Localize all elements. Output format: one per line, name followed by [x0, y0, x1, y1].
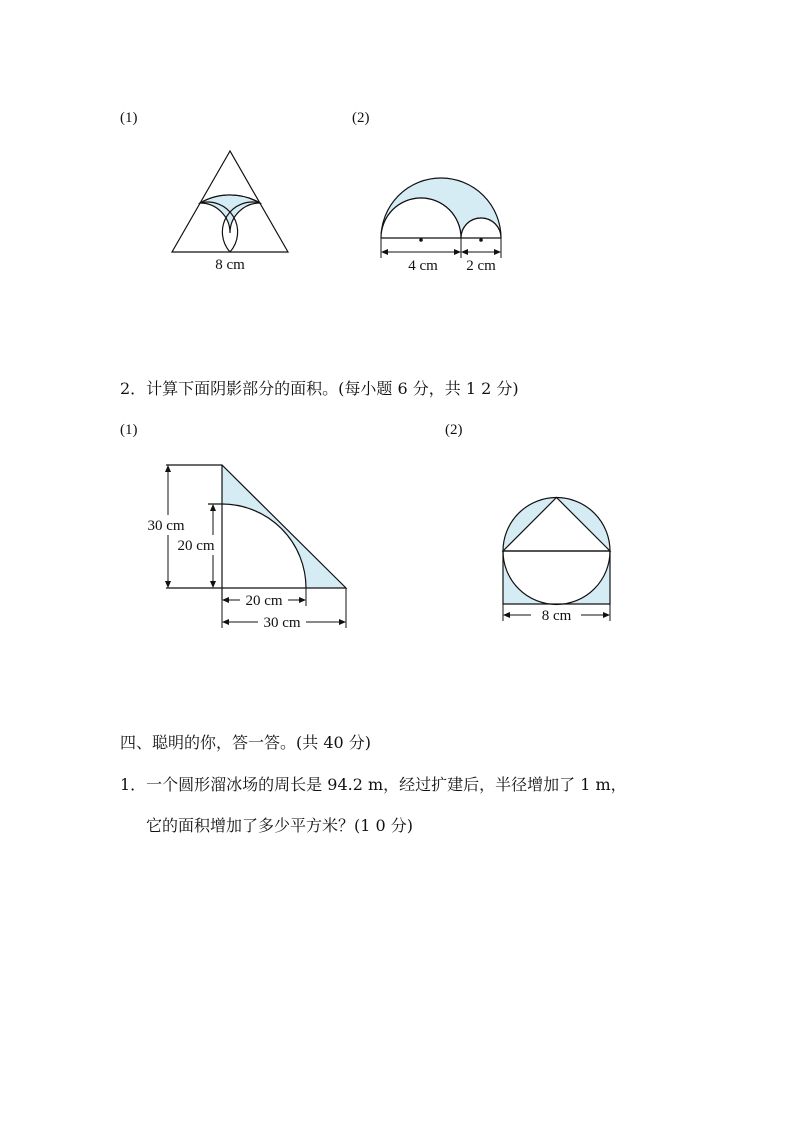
- label-8cm: 8 cm: [541, 608, 572, 624]
- center-dot-medium: [419, 238, 423, 242]
- q2-sub-label-1: (1): [120, 422, 138, 438]
- triangle-base-label: 8 cm: [215, 257, 245, 273]
- arrow-30cm-left: [222, 619, 229, 625]
- label-2cm: 2 cm: [466, 258, 496, 274]
- arrow-20cm-right: [299, 597, 306, 603]
- circle-square-figure: [503, 497, 610, 624]
- arrow-20cm-up: [210, 504, 216, 511]
- arrow-4cm-left: [381, 249, 388, 255]
- arrow-2cm-left: [461, 249, 468, 255]
- quarter-circle-figure: [147, 465, 346, 631]
- sub-label-1: (1): [120, 110, 138, 126]
- center-dot-small: [479, 238, 483, 242]
- arrow-20cm-down: [210, 581, 216, 588]
- label-20cm-vertical: 20 cm: [177, 538, 215, 554]
- arrow-4cm-right: [454, 249, 461, 255]
- arrow-20cm-left: [222, 597, 229, 603]
- arrow-8cm-left: [503, 612, 510, 618]
- arrow-30cm-up: [165, 465, 171, 472]
- label-4cm: 4 cm: [408, 258, 438, 274]
- arrow-2cm-right: [494, 249, 501, 255]
- triangle-shaded-region: [200, 195, 260, 233]
- question-2-text: 2．计算下面阴影部分的面积。(每小题 6 分，共 1 2 分): [120, 379, 519, 398]
- sub-label-2: (2): [352, 110, 370, 126]
- section-4-q1-line2: 它的面积增加了多少平方米？(1 0 分): [146, 816, 414, 835]
- label-30cm-horizontal: 30 cm: [263, 615, 301, 631]
- label-20cm-horizontal: 20 cm: [245, 593, 283, 609]
- section-4-heading: 四、聪明的你，答一答。(共 40 分): [120, 733, 372, 752]
- arrow-8cm-right: [603, 612, 610, 618]
- quarter-circle-arc: [208, 504, 306, 588]
- section-4-q1-line1: 1．一个圆形溜冰场的周长是 94.2 m，经过扩建后，半径增加了 1 m，: [120, 775, 627, 794]
- arrow-30cm-right: [339, 619, 346, 625]
- q2-sub-label-2: (2): [445, 422, 463, 438]
- label-30cm-vertical: 30 cm: [147, 518, 185, 534]
- semicircles-figure: [381, 178, 501, 274]
- arrow-30cm-down: [165, 581, 171, 588]
- triangle-figure: [172, 151, 288, 273]
